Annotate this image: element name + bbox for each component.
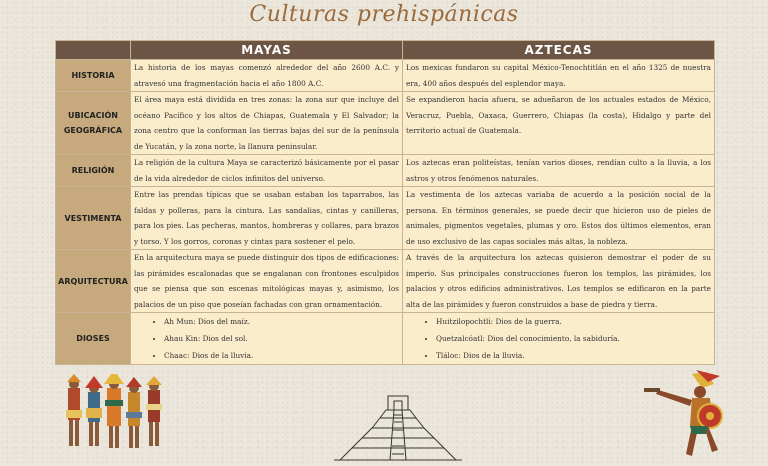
aztecas-cell: Los aztecas eran politeístas, tenían varios dioses, rendían culto a la lluvia, a los astros y otros fenómenos naturales. — [403, 155, 715, 187]
list-item: • Quetzalcóatl: Dios del conocimiento, la sabiduría. — [436, 330, 711, 347]
header-mayas: MAYAS — [131, 41, 403, 60]
row-arquitectura — [56, 250, 715, 313]
pyramid-illustration — [332, 384, 464, 464]
row-historia — [56, 60, 715, 92]
row-vestimenta — [56, 187, 715, 250]
aztecas-cell: A través de la arquitectura los aztecas quisieron demostrar el poder de su imperio. Sus principales construcciones fueron los templos, las pirámides, los palacios y otros edificios administrativos. Los templos se edificaron en la parte alta de las pirámides y fueron construidos a base de piedra y tierra. — [403, 250, 715, 313]
aztecas-gods-list — [406, 313, 711, 364]
row-label: ARQUITECTURA — [56, 250, 131, 313]
row-label: DIOSES — [56, 313, 131, 365]
list-item: • Ah Mun: Dios del maíz. — [164, 313, 399, 330]
mayas-cell: Entre las prendas típicas que se usaban estaban los taparrabos, las faldas y polleras, para la cintura. Las sandalias, cintas y canilleras, para los pies. Las pecheras, mantos, hombreras y collares, para brazos y torso. Y los gorros, coronas y cintas para sostener el pelo. — [131, 187, 403, 250]
row-ubicacion — [56, 92, 715, 155]
row-label: UBICACIÓN GEOGRÁFICA — [56, 92, 131, 155]
row-religion — [56, 155, 715, 187]
mayan-figures-illustration — [58, 374, 168, 464]
mayas-cell: El área maya está dividida en tres zonas: la zona sur que incluye del océano Pacífico y los altos de Chiapas, Guatemala y El Salvador; la zona centro que la conforman las tierras bajas del sur de la península de Yucatán, y la zona norte, la llanura peninsular. — [131, 92, 403, 155]
page-title: Culturas prehispánicas — [249, 2, 519, 27]
header-row — [56, 41, 715, 60]
aztecas-cell: Se expandieron hacia afuera, se adueñaron de los actuales estados de México, Veracruz, Puebla, Oaxaca, Guerrero, Chiapas (la costa), Hidalgo y parte del territorio actual de Guatemala. — [403, 92, 715, 155]
list-item: • Ahau Kin: Dios del sol. — [164, 330, 399, 347]
list-item: • Tláloc: Dios de la lluvia. — [436, 347, 711, 364]
comparison-table — [55, 40, 715, 365]
row-dioses — [56, 313, 715, 365]
row-label: RELIGIÓN — [56, 155, 131, 187]
mayas-gods-list — [134, 313, 399, 364]
corner-cell — [56, 41, 131, 60]
row-label: HISTORIA — [56, 60, 131, 92]
aztecas-cell — [403, 313, 715, 365]
mayas-cell: En la arquitectura maya se puede distinguir dos tipos de edificaciones: las pirámides escalonadas que se engalanan con frontones esculpidos que se piensa que son escenas mitológicas mayas y, asimismo, los palacios de un piso que poseían fachadas con gran ornamentación. — [131, 250, 403, 313]
aztec-warrior-illustration — [636, 370, 726, 464]
row-label: VESTIMENTA — [56, 187, 131, 250]
aztecas-cell: Los mexicas fundaron su capital México-Tenochtitlán en el año 1325 de nuestra era, 400 años después del esplendor maya. — [403, 60, 715, 92]
figures-group — [66, 374, 162, 448]
aztecas-cell: La vestimenta de los aztecas variaba de acuerdo a la posición social de la persona. En términos generales, se puede decir que hicieron uso de pieles de animales, pigmentos vegetales, plumas y oro. Estos dos últimos elementos, eran de uso exclusivo de las capas sociales más altas, la nobleza. — [403, 187, 715, 250]
mayas-cell: La religión de la cultura Maya se caracterizó básicamente por el pasar de la vida alrededor de ciclos infinitos del universo. — [131, 155, 403, 187]
header-aztecas: AZTECAS — [403, 41, 715, 60]
list-item: • Huitzilopochtli: Dios de la guerra. — [436, 313, 711, 330]
mayas-cell — [131, 313, 403, 365]
mayas-cell: La historia de los mayas comenzó alrededor del año 2600 A.C. y atravesó una fragmentación hacia el año 1800 A.C. — [131, 60, 403, 92]
list-item: • Chaac: Dios de la lluvia. — [164, 347, 399, 364]
